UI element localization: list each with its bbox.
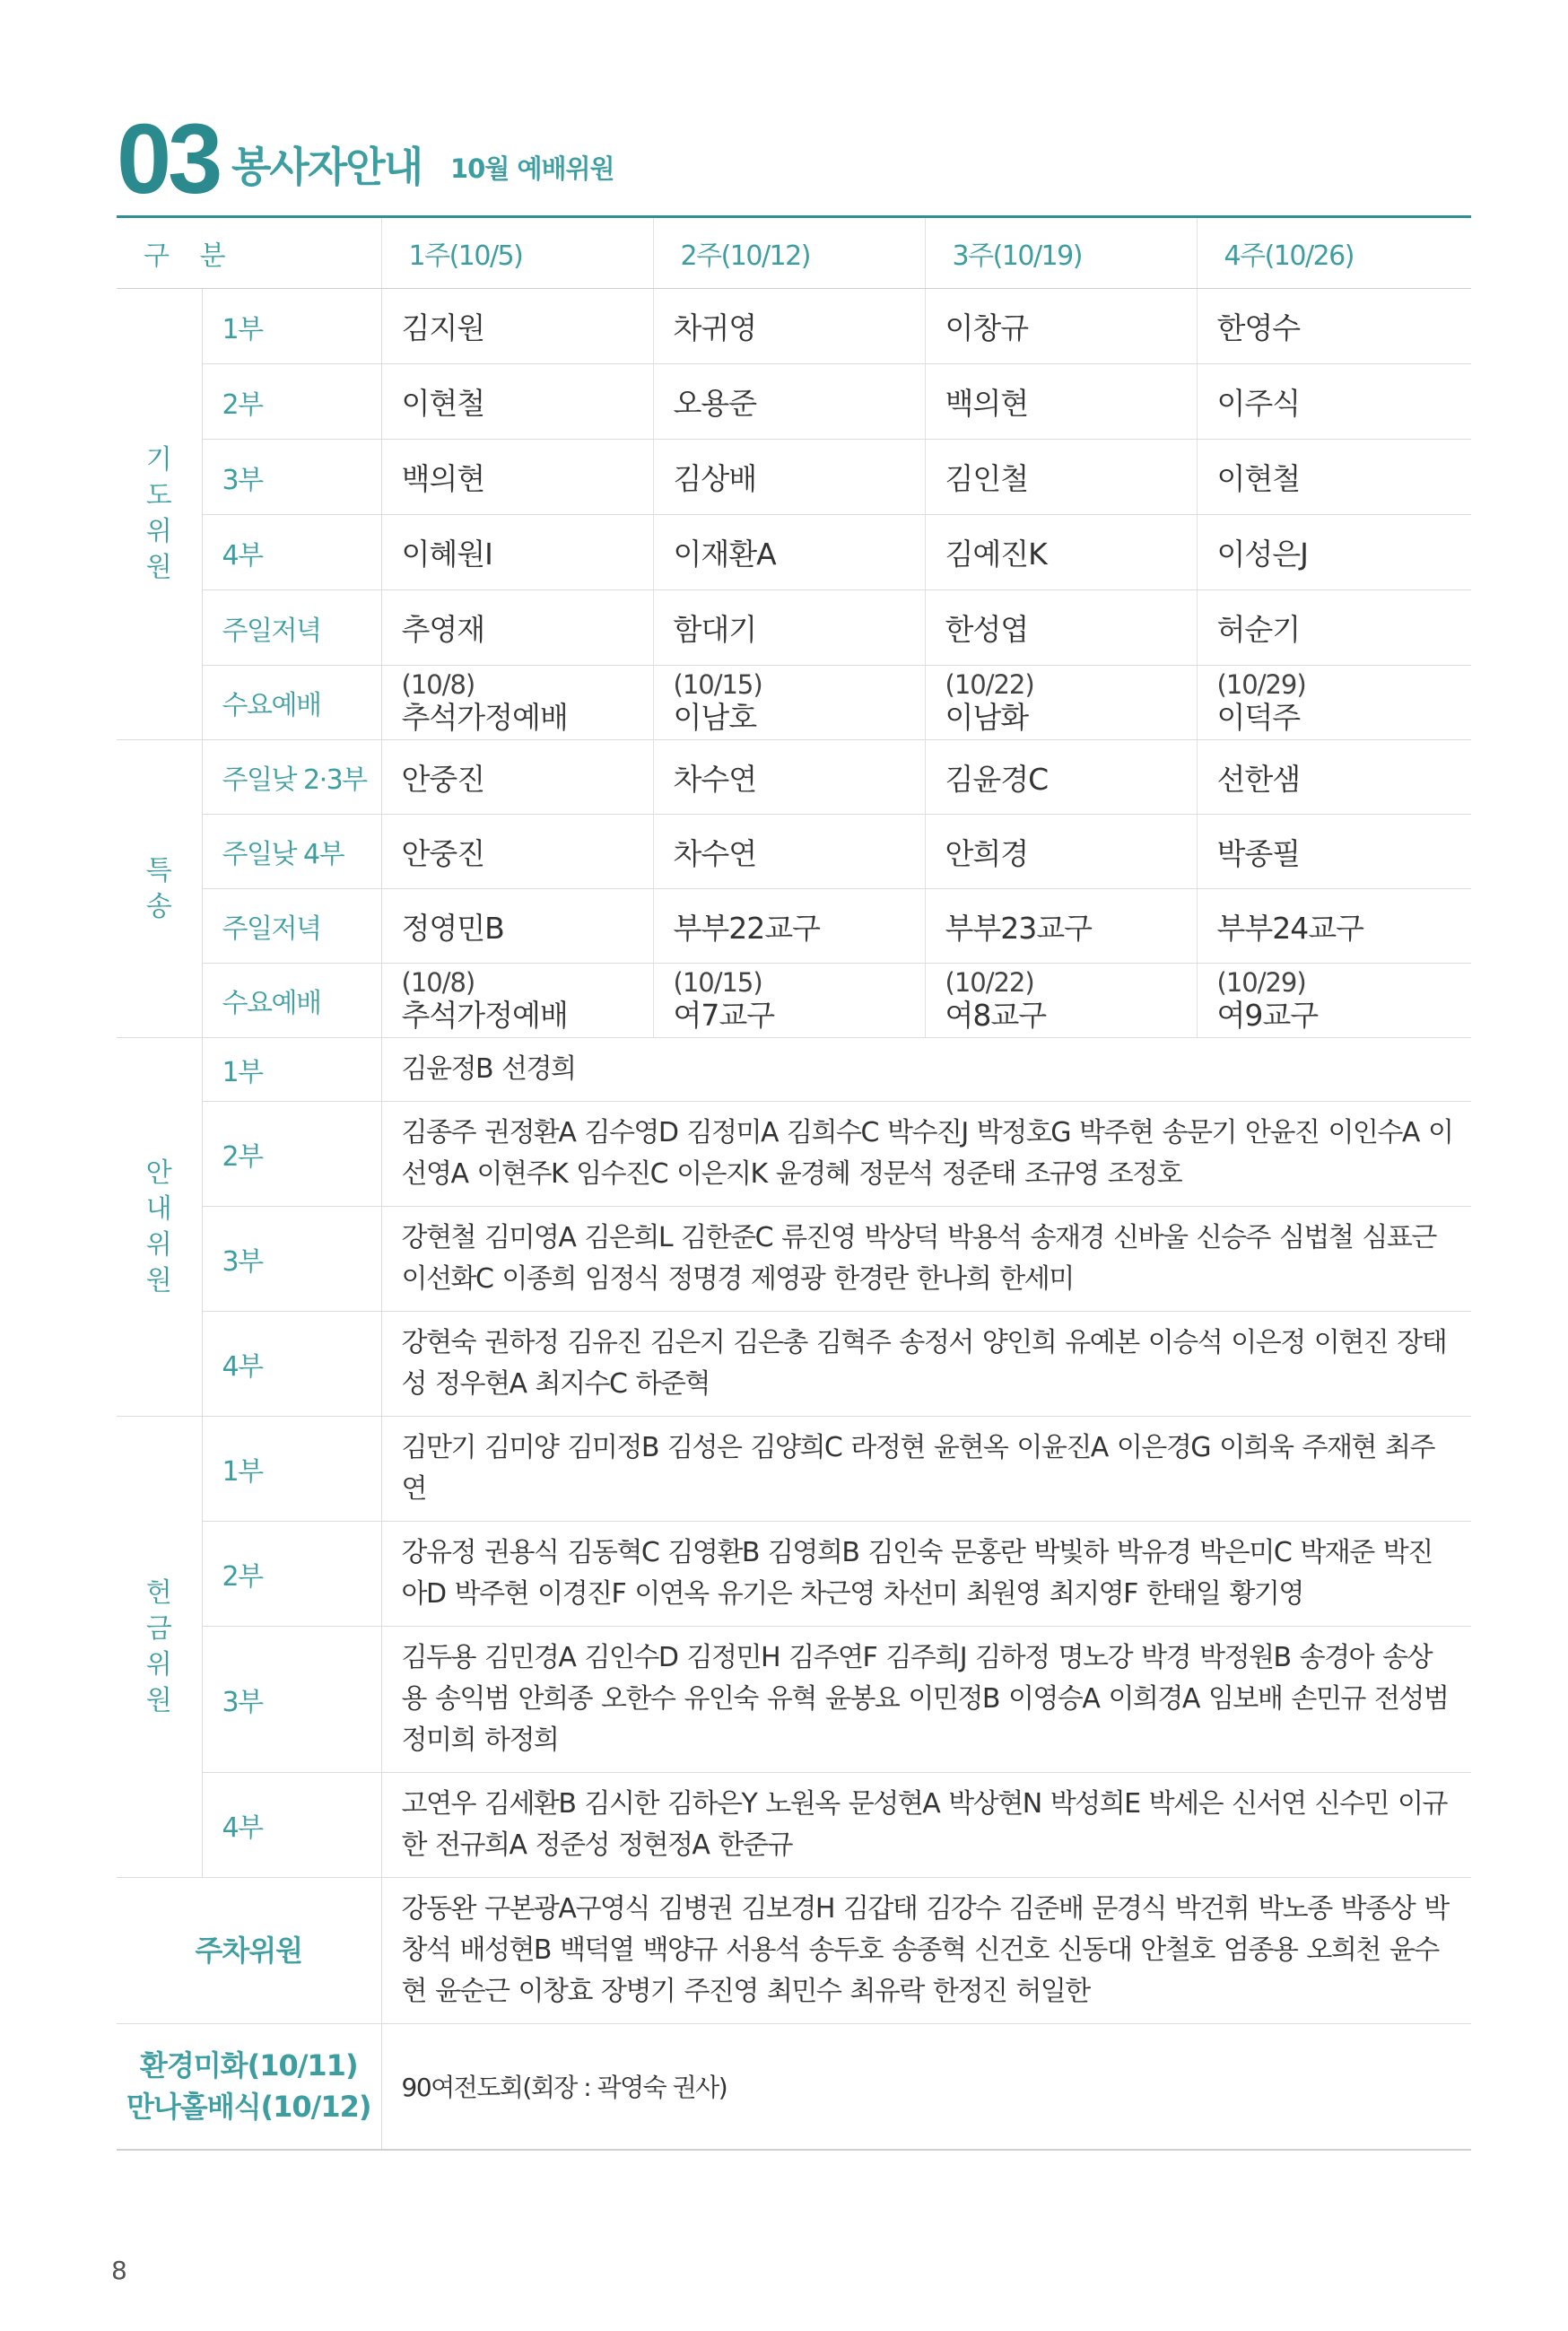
table-cell: 김예진K: [925, 515, 1197, 590]
volunteer-table: [117, 215, 1471, 2151]
row-label: 주일저녁: [202, 590, 381, 666]
table-row: [117, 289, 1471, 364]
date-label: (10/29): [1216, 967, 1306, 998]
table-cell: 오용준: [653, 364, 925, 440]
table-cell: 이성은J: [1197, 515, 1471, 590]
cell-name: 이덕주: [1216, 700, 1301, 735]
section-number: 03: [117, 104, 220, 214]
cell-name: 추석가정예배: [401, 700, 568, 735]
table-cell: 선한샘: [1197, 740, 1471, 815]
table-cell: 한영수: [1197, 289, 1471, 364]
cell-name: 여7교구: [673, 998, 775, 1033]
table-row: [117, 1522, 1471, 1627]
table-cell: 이주식: [1197, 364, 1471, 440]
table-row: [117, 1773, 1471, 1878]
name-list: 강현숙 권하정 김유진 김은지 김은총 김혁주 송정서 양인희 유예본 이승석 이은정 이현진 장태성 정우현A 최지수C 하준혁: [381, 1312, 1471, 1417]
table-cell: 이창규: [925, 289, 1197, 364]
name-list: 김종주 권정환A 김수영D 김정미A 김희수C 박수진J 박정호G 박주현 송문기 안윤진 이인수A 이선영A 이현주K 임수진C 이은지K 윤경혜 정문석 정준태 조규영 조정호: [381, 1102, 1471, 1207]
row-label: 주일저녁: [202, 889, 381, 964]
table-row: [117, 740, 1471, 815]
table-cell: 김윤경C: [925, 740, 1197, 815]
table-row: [117, 515, 1471, 590]
table-cell: 부부24교구: [1197, 889, 1471, 964]
name-list: 강동완 구본광A구영식 김병권 김보경H 김갑태 김강수 김준배 문경식 박건휘 박노종 박종상 박창석 배성현B 백덕열 백양규 서용석 송두호 송종혁 신건호 신동대 안철호 엄종용 오희천 윤수현 윤순근 이창효 장병기 주진영 최민수 최유락 한정진 허일한: [381, 1878, 1471, 2024]
page-number: 8: [111, 2256, 127, 2285]
table-cell: 정영민B: [381, 889, 653, 964]
table-cell: 함대기: [653, 590, 925, 666]
table-cell: 백의현: [381, 440, 653, 515]
row-label: 3부: [202, 1207, 381, 1312]
environment-label: 환경미화(10/11): [139, 2048, 358, 2083]
row-label: 1부: [202, 289, 381, 364]
table-cell: [653, 666, 925, 740]
row-label: 4부: [202, 1773, 381, 1878]
name-list: 고연우 김세환B 김시한 김하은Y 노원옥 문성현A 박상현N 박성희E 박세은 신서연 신수민 이규한 전규희A 정준성 정현정A 한준규: [381, 1773, 1471, 1878]
table-row: [117, 1312, 1471, 1417]
date-label: (10/8): [401, 669, 475, 700]
row-label: 3부: [202, 1627, 381, 1773]
cell-name: 여9교구: [1216, 998, 1319, 1033]
header-category: 구 분: [117, 217, 381, 289]
table-cell: [653, 964, 925, 1038]
row-label: 주일낮 2·3부: [202, 740, 381, 815]
table-cell: 차귀영: [653, 289, 925, 364]
table-row: [117, 1102, 1471, 1207]
table-cell: [1197, 666, 1471, 740]
table-row: [117, 1417, 1471, 1522]
table-header-row: [117, 217, 1471, 289]
table-cell: [1197, 964, 1471, 1038]
table-row: [117, 889, 1471, 964]
table-cell: 이현철: [381, 364, 653, 440]
date-label: (10/15): [673, 669, 762, 700]
row-label: 1부: [202, 1417, 381, 1522]
table-cell: [381, 666, 653, 740]
table-row: [117, 440, 1471, 515]
table-cell: 백의현: [925, 364, 1197, 440]
table-row: [117, 1878, 1471, 2024]
table-cell: [925, 666, 1197, 740]
table-cell: 부부22교구: [653, 889, 925, 964]
date-label: (10/8): [401, 967, 475, 998]
table-cell: 박종필: [1197, 815, 1471, 889]
table-row: [117, 666, 1471, 740]
row-label: 수요예배: [202, 964, 381, 1038]
table-row: [117, 2024, 1471, 2150]
table-cell: 한성엽: [925, 590, 1197, 666]
date-label: (10/22): [945, 967, 1034, 998]
table-row: [117, 815, 1471, 889]
category-offering: 헌금위원: [117, 1417, 202, 1878]
name-list: 김윤정B 선경희: [381, 1038, 1471, 1102]
table-cell: 부부23교구: [925, 889, 1197, 964]
name-list: 강현철 김미영A 김은희L 김한준C 류진영 박상덕 박용석 송재경 신바울 신승주 심법철 심표근 이선화C 이종희 임정식 정명경 제영광 한경란 한나희 한세미: [381, 1207, 1471, 1312]
table-cell: 이재환A: [653, 515, 925, 590]
table-cell: 허순기: [1197, 590, 1471, 666]
header-week-1: 1주(10/5): [381, 217, 653, 289]
table-row: [117, 1038, 1471, 1102]
cell-name: 이남호: [673, 700, 757, 735]
name-list: 강유정 권용식 김동혁C 김영환B 김영희B 김인숙 문홍란 박빛하 박유경 박은미C 박재준 박진아D 박주현 이경진F 이연옥 유기은 차근영 차선미 최원영 최지영F 한태일 황기영: [381, 1522, 1471, 1627]
date-label: (10/15): [673, 967, 762, 998]
table-cell: 이현철: [1197, 440, 1471, 515]
row-label: 2부: [202, 1102, 381, 1207]
table-row: [117, 1627, 1471, 1773]
table-cell: 추영재: [381, 590, 653, 666]
table-cell: 김지원: [381, 289, 653, 364]
table-cell: [925, 964, 1197, 1038]
section-title: 봉사자안내: [231, 143, 422, 191]
date-label: (10/22): [945, 669, 1034, 700]
table-cell: 이혜원I: [381, 515, 653, 590]
category-parking: 주차위원: [117, 1878, 381, 2024]
header-week-3: 3주(10/19): [925, 217, 1197, 289]
date-label: (10/29): [1216, 669, 1306, 700]
category-usher: 안내위원: [117, 1038, 202, 1417]
table-cell: 안중진: [381, 815, 653, 889]
table-row: [117, 1207, 1471, 1312]
table-cell: 차수연: [653, 815, 925, 889]
row-label: 4부: [202, 1312, 381, 1417]
section-subtitle: 10월 예배위원: [450, 153, 614, 184]
table-cell: 김상배: [653, 440, 925, 515]
cell-name: 이남화: [945, 700, 1029, 735]
header-week-4: 4주(10/26): [1197, 217, 1471, 289]
row-label: 4부: [202, 515, 381, 590]
row-label: 수요예배: [202, 666, 381, 740]
row-label: 2부: [202, 1522, 381, 1627]
category-special-song: 특송: [117, 740, 202, 1038]
row-label: 주일낮 4부: [202, 815, 381, 889]
cell-name: 추석가정예배: [401, 998, 568, 1033]
table-row: [117, 364, 1471, 440]
header-week-2: 2주(10/12): [653, 217, 925, 289]
category-prayer: 기도위원: [117, 289, 202, 740]
table-cell: [381, 964, 653, 1038]
table-cell: 안중진: [381, 740, 653, 815]
cell-name: 여8교구: [945, 998, 1047, 1033]
table-cell: 안희경: [925, 815, 1197, 889]
row-label: 2부: [202, 364, 381, 440]
table-row: [117, 964, 1471, 1038]
table-row: [117, 590, 1471, 666]
table-cell: 차수연: [653, 740, 925, 815]
meal-service-label: 만나홀배식(10/12): [126, 2090, 371, 2125]
row-label: 1부: [202, 1038, 381, 1102]
name-list: 김만기 김미양 김미정B 김성은 김양희C 라정현 윤현옥 이윤진A 이은경G 이희욱 주재현 최주연: [381, 1417, 1471, 1522]
category-environment: [117, 2024, 381, 2150]
environment-note: 90여전도회(회장 : 곽영숙 권사): [381, 2024, 1471, 2150]
table-cell: 김인철: [925, 440, 1197, 515]
name-list: 김두용 김민경A 김인수D 김정민H 김주연F 김주희J 김하정 명노강 박경 박정원B 송경아 송상용 송익범 안희종 오한수 유인숙 유혁 윤봉요 이민정B 이영승A 이희경A 임보배 손민규 전성범 정미희 하정희: [381, 1627, 1471, 1773]
row-label: 3부: [202, 440, 381, 515]
